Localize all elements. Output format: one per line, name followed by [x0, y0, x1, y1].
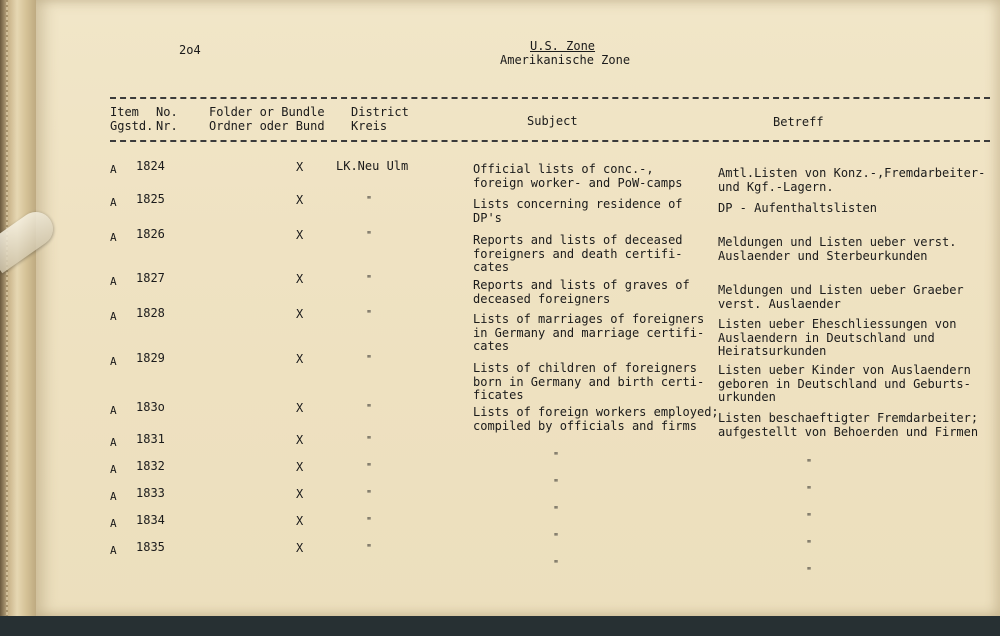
row-subject-line: born in Germany and birth certi-: [473, 374, 705, 389]
row-subject-line: compiled by officials and firms: [473, 418, 697, 433]
row-number: 1832: [136, 459, 165, 473]
row-number: 1831: [136, 432, 165, 446]
header-folder-en: Folder or Bundle: [209, 105, 325, 119]
row-number: 1824: [136, 159, 165, 173]
row-district-ditto: ": [366, 230, 373, 241]
row-subject-line: Lists of children of foreigners: [473, 361, 697, 375]
row-subject-line: cates: [473, 260, 510, 274]
row-subject-line: Reports and lists of graves of: [473, 278, 690, 292]
zone-title-en: U.S. Zone: [530, 39, 596, 53]
row-betreff-line: Listen ueber Eheschliessungen von: [718, 317, 957, 331]
row-betreff-line: Meldungen und Listen ueber verst.: [718, 235, 957, 249]
row-folder-mark: X: [296, 401, 304, 415]
row-number: 1828: [136, 306, 165, 320]
row-district-ditto: ": [366, 354, 373, 365]
row-subject-ditto: ": [553, 478, 560, 489]
row-number: 1833: [136, 486, 165, 500]
row-district-ditto: ": [366, 403, 373, 414]
row-subject-line: foreigners and death certifi-: [473, 246, 683, 261]
row-item-code: A: [110, 310, 117, 323]
header-rule-bottom: [110, 140, 990, 142]
header-gegstd: Ggstd.: [110, 119, 154, 133]
row-item-code: A: [110, 355, 117, 368]
header-rule-top: [110, 97, 990, 99]
zone-title-de: Amerikanische Zone: [500, 53, 631, 67]
row-betreff-ditto: ": [806, 566, 813, 577]
row-folder-mark: X: [296, 352, 304, 366]
header-betreff: Betreff: [773, 115, 824, 129]
row-betreff-ditto: ": [806, 512, 813, 523]
row-district-ditto: ": [366, 309, 373, 320]
row-district-ditto: ": [366, 489, 373, 500]
row-item-code: A: [110, 463, 117, 476]
row-betreff-ditto: ": [806, 485, 813, 496]
row-folder-mark: X: [296, 272, 304, 286]
row-folder-mark: X: [296, 193, 304, 207]
row-district: LK.Neu Ulm: [336, 159, 409, 173]
row-item-code: A: [110, 544, 117, 557]
row-folder-mark: X: [296, 307, 304, 321]
row-betreff-line: Auslaendern in Deutschland und: [718, 330, 935, 345]
row-district-ditto: ": [366, 274, 373, 285]
row-subject-line: foreign worker- and PoW-camps: [473, 175, 683, 190]
header-item: Item: [110, 105, 139, 119]
row-subject-line: in Germany and marriage certifi-: [473, 325, 705, 340]
row-subject-line: Lists concerning residence of: [473, 197, 683, 211]
row-item-code: A: [110, 436, 117, 449]
row-subject-line: deceased foreigners: [473, 291, 611, 306]
row-betreff-line: Amtl.Listen von Konz.-,Fremdarbeiter-: [718, 166, 986, 180]
row-betreff-line: Meldungen und Listen ueber Graeber: [718, 283, 964, 297]
row-folder-mark: X: [296, 541, 304, 555]
row-folder-mark: X: [296, 228, 304, 242]
row-district-ditto: ": [366, 543, 373, 554]
row-betreff-line: Listen beschaeftigter Fremdarbeiter;: [718, 411, 979, 425]
row-betreff-line: verst. Auslaender: [718, 296, 841, 311]
header-subject: Subject: [527, 114, 578, 128]
row-betreff-ditto: ": [806, 458, 813, 469]
row-item-code: A: [110, 517, 117, 530]
row-district-ditto: ": [366, 462, 373, 473]
row-subject-ditto: ": [553, 559, 560, 570]
row-item-code: A: [110, 196, 117, 209]
header-district-en: District: [351, 105, 409, 119]
row-number: 1827: [136, 271, 165, 285]
row-number: 1825: [136, 192, 165, 206]
row-subject-line: cates: [473, 339, 510, 353]
row-item-code: A: [110, 490, 117, 503]
row-subject-line: ficates: [473, 388, 524, 402]
row-folder-mark: X: [296, 460, 304, 474]
ledger-page: [36, 0, 1000, 616]
row-number: 1835: [136, 540, 165, 554]
row-betreff-line: DP - Aufenthaltslisten: [718, 201, 877, 215]
header-no: No.: [156, 105, 178, 119]
row-district-ditto: ": [366, 516, 373, 527]
book-binding: [0, 0, 38, 616]
header-folder-de: Ordner oder Bund: [209, 119, 325, 133]
row-folder-mark: X: [296, 160, 304, 174]
row-item-code: A: [110, 163, 117, 176]
row-betreff-line: urkunden: [718, 390, 776, 404]
page-number: 2o4: [179, 43, 201, 57]
header-nr: Nr.: [156, 119, 178, 133]
row-subject-line: Official lists of conc.-,: [473, 162, 654, 176]
row-folder-mark: X: [296, 487, 304, 501]
row-number: 1834: [136, 513, 165, 527]
row-betreff-line: Auslaender und Sterbeurkunden: [718, 248, 928, 263]
row-subject-line: Lists of marriages of foreigners: [473, 312, 705, 326]
header-district-de: Kreis: [351, 119, 388, 133]
row-betreff-line: Listen ueber Kinder von Auslaendern: [718, 363, 971, 377]
row-number: 1829: [136, 351, 165, 365]
row-number: 1826: [136, 227, 165, 241]
row-subject-line: Reports and lists of deceased: [473, 233, 683, 247]
row-subject-ditto: ": [553, 505, 560, 516]
row-betreff-line: aufgestellt von Behoerden und Firmen: [718, 424, 979, 439]
row-subject-ditto: ": [553, 451, 560, 462]
scan-bottom-edge: [0, 616, 1000, 636]
row-district-ditto: ": [366, 435, 373, 446]
row-betreff-line: geboren in Deutschland und Geburts-: [718, 376, 971, 391]
row-betreff-ditto: ": [806, 539, 813, 550]
row-number: 183o: [136, 400, 165, 414]
row-subject-line: DP's: [473, 210, 502, 225]
row-subject-ditto: ": [553, 532, 560, 543]
row-item-code: A: [110, 404, 117, 417]
row-folder-mark: X: [296, 514, 304, 528]
row-item-code: A: [110, 231, 117, 244]
row-betreff-line: Heiratsurkunden: [718, 344, 827, 358]
row-district-ditto: ": [366, 195, 373, 206]
row-folder-mark: X: [296, 433, 304, 447]
row-item-code: A: [110, 275, 117, 288]
row-subject-line: Lists of foreign workers employed;: [473, 405, 719, 419]
row-betreff-line: und Kgf.-Lagern.: [718, 179, 834, 194]
